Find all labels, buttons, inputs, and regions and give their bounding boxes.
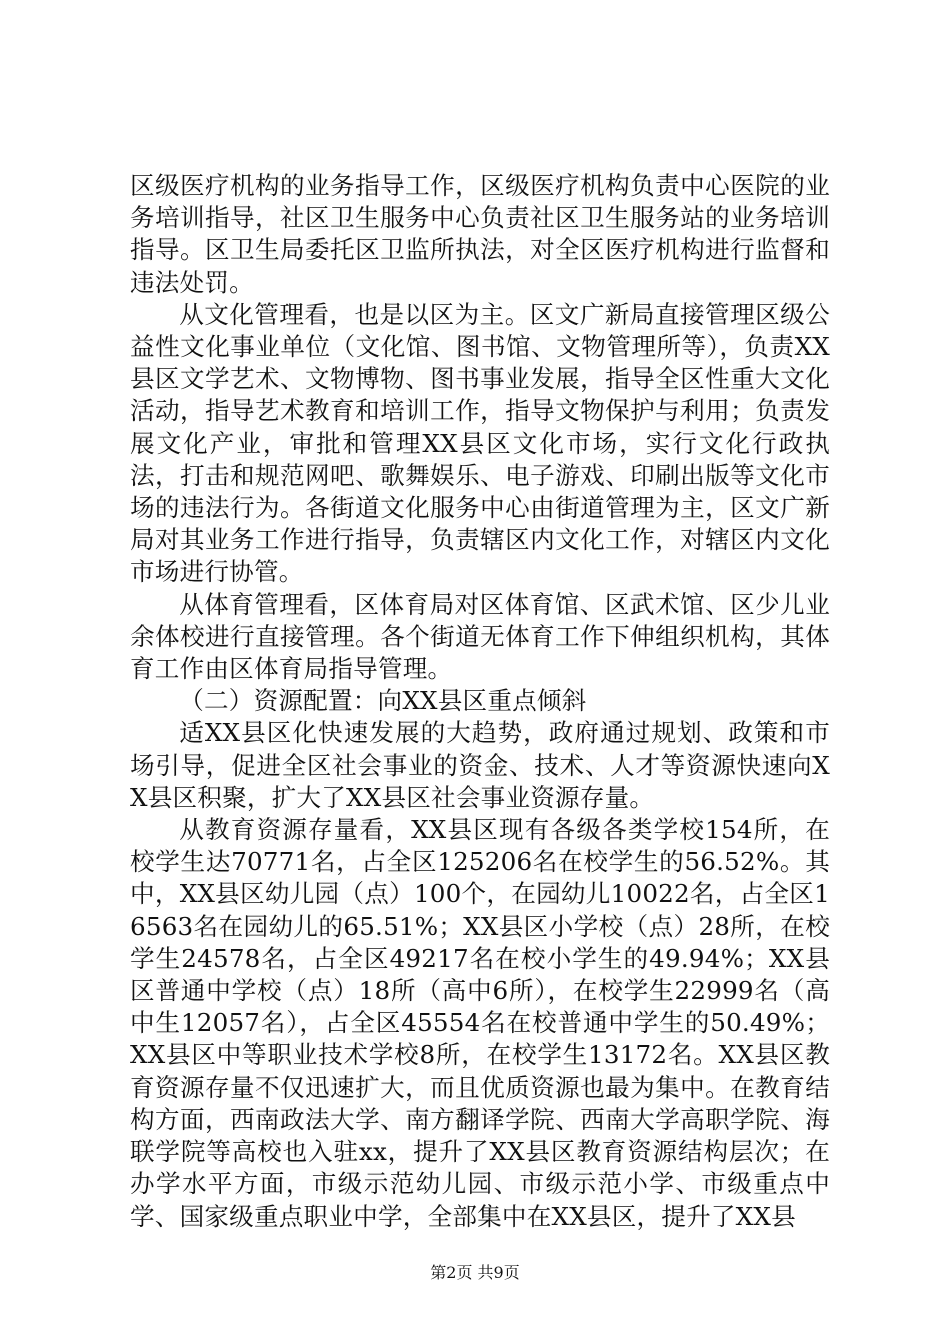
section-heading-resource-allocation: （二）资源配置：向XX县区重点倾斜 bbox=[179, 686, 587, 716]
paragraph-medical-continuation: 区级医疗机构的业务指导工作，区级医疗机构负责中心医院的业务培训指导，社区卫生服务中心负责社区卫生服务站的业务培训指导。区卫生局委托区卫监所执法，对全区医疗机构进行监督和违法处罚。 bbox=[130, 171, 830, 297]
paragraph-sports-management: 从体育管理看，区体育局对区体育馆、区武术馆、区少儿业余体校进行直接管理。各个街道无体育工作下伸组织机构，其体育工作由区体育局指导管理。 bbox=[130, 589, 830, 684]
paragraph-education-resources: 从教育资源存量看，XX县区现有各级各类学校154所，在校学生达70771名，占全区125206名在校学生的56.52%。其中，XX县区幼儿园（点）100个，在园幼儿10022名，占全区16563名在园幼儿的65.51%；XX县区小学校（点）28所，在校学生24578名，占全区49217名在校小学生的49.94%；XX县区普通中学校（点）18所（高中6所），在校学生22999名（高中生12057名），占全区45554名在校普通中学生的50.49%；XX县区中等职业技术学校8所，在校学生13172名。XX县区教育资源存量不仅迅速扩大，而且优质资源也最为集中。在教育结构方面，西南政法大学、南方翻译学院、西南大学高职学院、海联学院等高校也入驻xx，提升了XX县区教育资源结构层次；在办学水平方面，市级示范幼儿园、市级示范小学、市级重点中学、国家级重点职业中学，全部集中在XX县区，提升了XX县 bbox=[130, 815, 830, 1231]
document-body bbox=[130, 170, 830, 1233]
page-footer: 第2页 共9页 bbox=[430, 1263, 520, 1282]
paragraph-culture-management: 从文化管理看，也是以区为主。区文广新局直接管理区级公益性文化事业单位（文化馆、图书馆、文物管理所等），负责XX县区文学艺术、文物博物、图书事业发展，指导全区性重大文化活动，指导艺术教育和培训工作，指导文物保护与利用；负责发展文化产业，审批和管理XX县区文化市场，实行文化行政执法，打击和规范网吧、歌舞娱乐、电子游戏、印刷出版等文化市场的违法行为。各街道文化服务中心由街道管理为主，区文广新局对其业务工作进行指导，负责辖区内文化工作，对辖区内文化市场进行协管。 bbox=[130, 299, 830, 587]
paragraph-resource-trend: 适XX县区化快速发展的大趋势，政府通过规划、政策和市场引导，促进全区社会事业的资金、技术、人才等资源快速向XX县区积聚，扩大了XX县区社会事业资源存量。 bbox=[130, 718, 830, 812]
